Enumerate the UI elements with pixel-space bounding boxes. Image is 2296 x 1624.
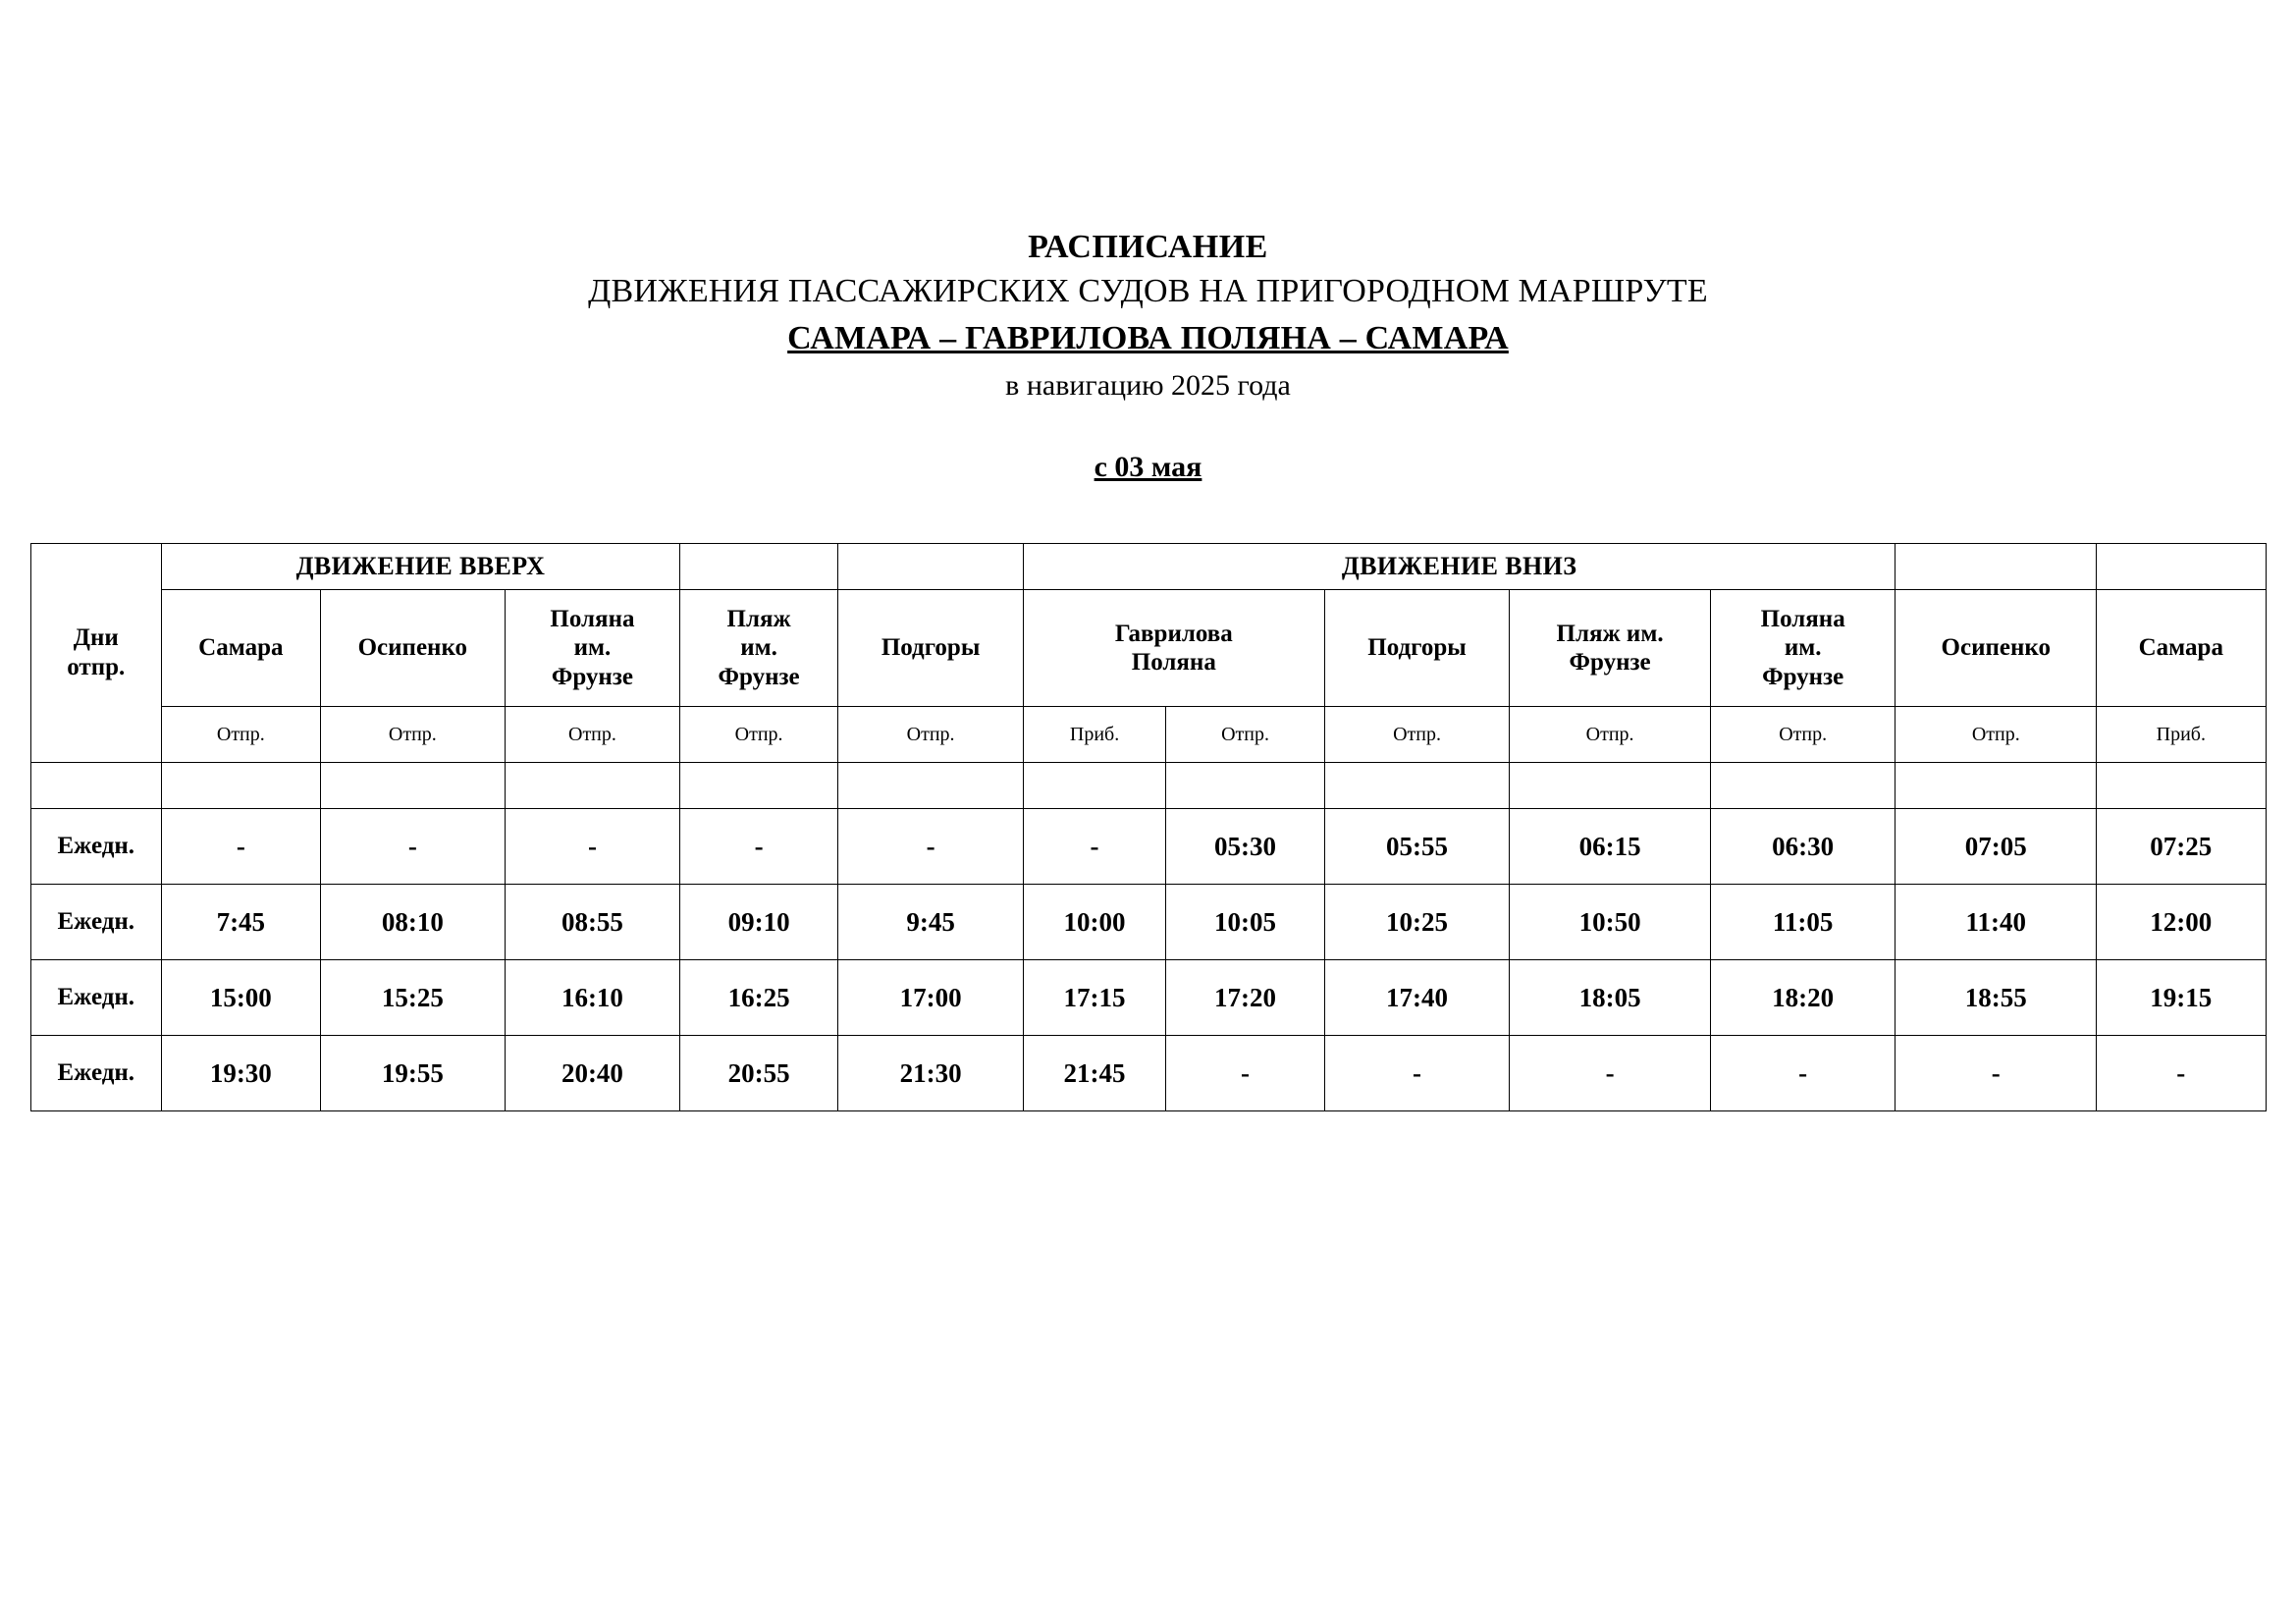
row-days-0: Ежедн. <box>30 809 162 885</box>
row-days-2: Ежедн. <box>30 960 162 1036</box>
spacer-cell <box>2097 763 2266 809</box>
cell-2-4: 17:00 <box>838 960 1023 1036</box>
stop-label-line: Фрунзе <box>718 663 800 690</box>
cell-0-11: 07:25 <box>2097 809 2266 885</box>
days-header-cell <box>30 544 162 763</box>
kind-header-1: Отпр. <box>320 707 505 763</box>
kind-header-11: Приб. <box>2097 707 2266 763</box>
kind-header-0: Отпр. <box>162 707 321 763</box>
cell-3-11: - <box>2097 1036 2266 1111</box>
kind-header-5: Приб. <box>1023 707 1165 763</box>
stops-header-row <box>30 590 2266 707</box>
group-header-row <box>30 544 2266 590</box>
cell-3-10: - <box>1896 1036 2097 1111</box>
cell-2-5: 17:15 <box>1023 960 1165 1036</box>
cell-0-1: - <box>320 809 505 885</box>
group-header-gap-1 <box>679 544 838 590</box>
cell-1-4: 9:45 <box>838 885 1023 960</box>
stop-label-line: Гаврилова <box>1114 620 1233 647</box>
group-header-gap-2 <box>838 544 1023 590</box>
days-header-line2: отпр. <box>67 654 126 681</box>
cell-1-6: 10:05 <box>1166 885 1325 960</box>
cell-1-3: 09:10 <box>679 885 838 960</box>
kind-header-9: Отпр. <box>1710 707 1896 763</box>
cell-3-4: 21:30 <box>838 1036 1023 1111</box>
cell-0-5: - <box>1023 809 1165 885</box>
cell-1-10: 11:40 <box>1896 885 2097 960</box>
cell-0-6: 05:30 <box>1166 809 1325 885</box>
cell-1-2: 08:55 <box>506 885 680 960</box>
stop-label-line: Самара <box>2138 634 2223 662</box>
stop-label-line: им. <box>740 634 777 662</box>
cell-2-1: 15:25 <box>320 960 505 1036</box>
stop-header-8 <box>1710 590 1896 707</box>
kind-header-3: Отпр. <box>679 707 838 763</box>
cell-2-0: 15:00 <box>162 960 321 1036</box>
stop-label-line: им. <box>1784 634 1822 662</box>
spacer-cell <box>1510 763 1711 809</box>
schedule-table <box>30 543 2267 1111</box>
cell-1-7: 10:25 <box>1324 885 1509 960</box>
stop-label-line: Подгоры <box>1367 634 1467 662</box>
kind-header-6: Отпр. <box>1166 707 1325 763</box>
stop-label-line: Фрунзе <box>551 663 633 690</box>
kind-header-10: Отпр. <box>1896 707 2097 763</box>
cell-1-0: 7:45 <box>162 885 321 960</box>
table-row <box>30 885 2266 960</box>
cell-1-11: 12:00 <box>2097 885 2266 960</box>
cell-0-0: - <box>162 809 321 885</box>
group-header-gap-3 <box>1896 544 2097 590</box>
spacer-cell <box>1710 763 1896 809</box>
group-header-gap-4 <box>2097 544 2266 590</box>
kind-header-row <box>30 707 2266 763</box>
stop-header-10 <box>2097 590 2266 707</box>
document-title: РАСПИСАНИЕ <box>1028 229 1268 265</box>
stop-label-line: Пляж им. <box>1556 620 1664 647</box>
table-row <box>30 1036 2266 1111</box>
cell-1-5: 10:00 <box>1023 885 1165 960</box>
stop-label-line: Фрунзе <box>1569 649 1651 677</box>
cell-0-8: 06:15 <box>1510 809 1711 885</box>
row-days-3: Ежедн. <box>30 1036 162 1111</box>
cell-3-9: - <box>1710 1036 1896 1111</box>
stop-label-line: Фрунзе <box>1762 663 1844 690</box>
stop-header-1 <box>320 590 505 707</box>
cell-3-1: 19:55 <box>320 1036 505 1111</box>
table-row <box>30 809 2266 885</box>
stop-header-4 <box>838 590 1023 707</box>
route-name: САМАРА – ГАВРИЛОВА ПОЛЯНА – САМАРА <box>787 319 1509 356</box>
kind-header-2: Отпр. <box>506 707 680 763</box>
document-title-block <box>29 0 2267 484</box>
row-days-1: Ежедн. <box>30 885 162 960</box>
cell-0-3: - <box>679 809 838 885</box>
cell-3-7: - <box>1324 1036 1509 1111</box>
cell-3-5: 21:45 <box>1023 1036 1165 1111</box>
spacer-cell <box>838 763 1023 809</box>
cell-0-4: - <box>838 809 1023 885</box>
kind-header-8: Отпр. <box>1510 707 1711 763</box>
spacer-cell <box>1023 763 1165 809</box>
cell-0-7: 05:55 <box>1324 809 1509 885</box>
stop-label-line: Поляна <box>1760 605 1845 632</box>
stop-header-6 <box>1324 590 1509 707</box>
kind-header-4: Отпр. <box>838 707 1023 763</box>
cell-2-2: 16:10 <box>506 960 680 1036</box>
days-header-line1: Дни <box>73 624 119 652</box>
cell-0-2: - <box>506 809 680 885</box>
navigation-season: в навигацию 2025 года <box>1005 369 1291 403</box>
stop-header-2 <box>506 590 680 707</box>
spacer-cell <box>679 763 838 809</box>
document-subtitle: ДВИЖЕНИЯ ПАССАЖИРСКИХ СУДОВ НА ПРИГОРОДНОМ МАРШРУТЕ <box>588 272 1708 309</box>
cell-2-8: 18:05 <box>1510 960 1711 1036</box>
spacer-cell <box>162 763 321 809</box>
cell-2-3: 16:25 <box>679 960 838 1036</box>
stop-label-line: Самара <box>198 634 284 662</box>
stop-label-line: Осипенко <box>357 634 468 662</box>
cell-0-10: 07:05 <box>1896 809 2097 885</box>
spacer-cell <box>1896 763 2097 809</box>
stop-label-line: Поляна <box>1131 649 1216 677</box>
stop-header-0 <box>162 590 321 707</box>
stop-header-3 <box>679 590 838 707</box>
cell-3-2: 20:40 <box>506 1036 680 1111</box>
schedule-table-wrap <box>29 543 2267 1111</box>
stop-label-line: Пляж <box>726 605 791 632</box>
stop-header-7 <box>1510 590 1711 707</box>
kind-header-7: Отпр. <box>1324 707 1509 763</box>
cell-3-3: 20:55 <box>679 1036 838 1111</box>
spacer-cell <box>1166 763 1325 809</box>
cell-2-11: 19:15 <box>2097 960 2266 1036</box>
cell-2-10: 18:55 <box>1896 960 2097 1036</box>
cell-1-9: 11:05 <box>1710 885 1896 960</box>
table-spacer-row <box>30 763 2266 809</box>
cell-2-9: 18:20 <box>1710 960 1896 1036</box>
group-header-up: ДВИЖЕНИЕ ВВЕРХ <box>162 544 680 590</box>
spacer-cell <box>1324 763 1509 809</box>
stop-label-line: Осипенко <box>1941 634 2051 662</box>
stop-label-line: им. <box>573 634 612 662</box>
stop-header-9 <box>1896 590 2097 707</box>
cell-1-1: 08:10 <box>320 885 505 960</box>
group-header-down: ДВИЖЕНИЕ ВНИЗ <box>1023 544 1896 590</box>
cell-3-8: - <box>1510 1036 1711 1111</box>
stop-header-5 <box>1023 590 1324 707</box>
table-row <box>30 960 2266 1036</box>
cell-3-6: - <box>1166 1036 1325 1111</box>
cell-3-0: 19:30 <box>162 1036 321 1111</box>
cell-1-8: 10:50 <box>1510 885 1711 960</box>
cell-0-9: 06:30 <box>1710 809 1896 885</box>
cell-2-7: 17:40 <box>1324 960 1509 1036</box>
spacer-cell <box>30 763 162 809</box>
cell-2-6: 17:20 <box>1166 960 1325 1036</box>
stop-label-line: Подгоры <box>881 634 981 662</box>
spacer-cell <box>506 763 680 809</box>
stop-label-line: Поляна <box>550 605 635 632</box>
effective-date: с 03 мая <box>1094 451 1202 484</box>
spacer-cell <box>320 763 505 809</box>
